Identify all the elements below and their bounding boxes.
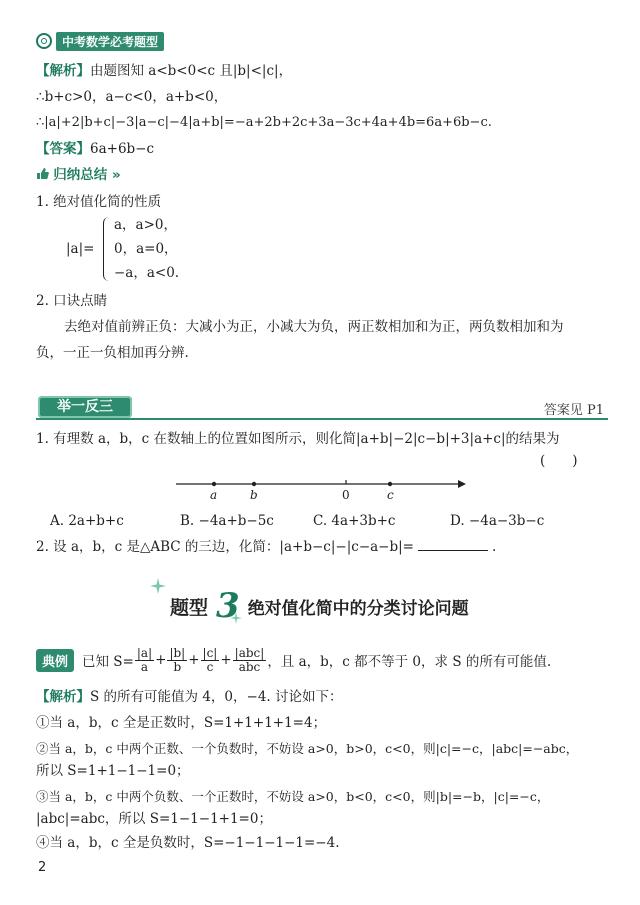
analysis-line-1	[36, 62, 292, 80]
practice-label: 举一反三	[38, 396, 132, 418]
page-number: 2	[38, 860, 47, 875]
axis-label-a: a	[210, 488, 218, 502]
summary-heading	[36, 166, 121, 184]
analysis2-line-4: 所以 S=1+1−1−1=0；	[36, 763, 190, 779]
case-negative: −a，a<0.	[114, 265, 180, 281]
analysis2-tag: 【解析】	[36, 689, 90, 705]
summary-point-1: 1. 绝对值化简的性质	[36, 194, 162, 210]
option-a[interactable]: A. 2a+b+c	[50, 513, 124, 529]
summary-title: 归纳总结	[53, 167, 108, 183]
answer-blank[interactable]	[418, 538, 488, 551]
case-positive: a，a>0，	[114, 217, 177, 233]
arrow-right-icon	[458, 480, 466, 488]
fraction-b: $\frac{|b|}{b}$	[169, 645, 186, 674]
analysis2-line-7: ④当 a，b，c 全是负数时，S=−1−1−1−1=−4.	[36, 835, 340, 851]
answer-line	[36, 140, 154, 158]
chapter-header	[36, 32, 164, 50]
section-heading	[170, 586, 469, 626]
analysis-tag: 【解析】	[36, 63, 90, 79]
question-2-end: .	[492, 539, 497, 555]
fraction-a: $\frac{|a|}{a}$	[136, 645, 153, 674]
plus-sign: +	[188, 652, 200, 668]
analysis2-line-3: ②当 a，b，c 中两个正数、一个负数时，不妨设 a>0，b>0，c<0，则|c|=−c，|abc|=−abc，	[36, 741, 579, 756]
axis-label-b: b	[250, 488, 258, 502]
chapter-title: 中考数学必考题型	[56, 32, 164, 51]
fraction-c: $\frac{|c|}{c}$	[202, 645, 218, 674]
section-prefix: 题型	[170, 596, 209, 619]
answer-reference: 答案见 P1	[543, 403, 604, 418]
answer-tag: 【答案】	[36, 141, 90, 157]
question-1: 1. 有理数 a，b，c 在数轴上的位置如图所示，则化简|a+b|−2|c−b|+3|a+c|的结果为	[36, 431, 560, 447]
answer-value: 6a+6b−c	[90, 141, 155, 157]
plus-sign: +	[155, 652, 167, 668]
question-2	[36, 538, 496, 556]
cases-brace	[103, 217, 113, 281]
abs-definition-lhs: |a|=	[66, 241, 95, 257]
thumb-icon	[36, 167, 53, 183]
chevron-right-icon: »	[107, 167, 121, 183]
section-divider	[36, 418, 608, 420]
option-c[interactable]: C. 4a+3b+c	[313, 513, 396, 529]
plus-sign: +	[220, 652, 232, 668]
section-title: 绝对值化简中的分类讨论问题	[247, 598, 469, 619]
analysis2-line-6: |abc|=abc，所以 S=1−1−1+1=0；	[36, 811, 272, 827]
option-d[interactable]: D. −4a−3b−c	[450, 513, 545, 529]
analysis2-line-2: ①当 a，b，c 全是正数时，S=1+1+1+1=4；	[36, 715, 327, 731]
analysis-line-3: ∴|a|+2|b+c|−3|a−c|−4|a+b|=−a+2b+2c+3a−3c+4a+4b=6a+6b−c.	[36, 115, 492, 130]
analysis2-line-5: ③当 a，b，c 中两个负数、一个正数时，不妨设 a>0，b<0，c<0，则|b|=−b，|c|=−c，	[36, 789, 550, 804]
analysis2-text: S 的所有可能值为 4，0，−4. 讨论如下：	[90, 689, 343, 705]
question-1-paren: ( )	[540, 453, 578, 469]
example-line	[36, 640, 551, 680]
analysis-line-2: ∴b+c>0，a−c<0，a+b<0，	[36, 89, 228, 105]
axis-label-c: c	[387, 488, 394, 502]
example-post: ，且 a，b，c 都不等于 0，求 S 的所有可能值.	[267, 654, 552, 670]
case-zero: 0，a=0，	[114, 241, 178, 257]
example-pre: 已知 S=	[82, 654, 134, 670]
star-sparkle-icon	[150, 578, 166, 594]
analysis2-line-1	[36, 688, 343, 706]
section-number: 3	[216, 586, 240, 626]
example-label: 典例	[36, 649, 74, 672]
question-2-text: 2. 设 a，b，c 是△ABC 的三边，化简：|a+b−c|−|c−a−b|=	[36, 539, 414, 555]
option-b[interactable]: B. −4a+b−5c	[180, 513, 274, 529]
rhyme-line-1: 去绝对值前辨正负：大减小为正，小减大为负，两正数相加和为正，两负数相加和为	[64, 319, 564, 335]
axis-label-zero: 0	[342, 488, 350, 502]
rhyme-line-2: 负，一正一负相加再分辨.	[36, 345, 189, 361]
analysis-text: 由题图知 a<b<0<c 且|b|<|c|，	[90, 63, 293, 79]
fraction-abc: $\frac{\text{|abc|}}{\text{abc}}$	[234, 645, 265, 674]
summary-point-2: 2. 口诀点睛	[36, 293, 108, 309]
spiral-icon	[36, 33, 52, 49]
